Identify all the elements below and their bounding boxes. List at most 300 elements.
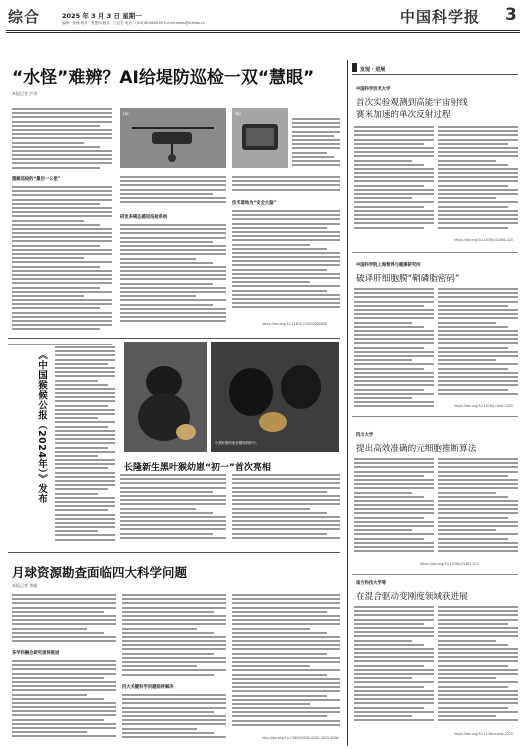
body-text-line	[122, 611, 214, 613]
body-text-line	[120, 232, 226, 234]
body-text-line	[438, 380, 518, 382]
body-text-line	[438, 673, 518, 675]
body-text-line	[12, 224, 100, 226]
body-text-line	[12, 278, 112, 280]
body-text-line	[55, 467, 108, 469]
body-text-line	[354, 218, 434, 220]
body-text-line	[122, 619, 226, 621]
body-text-line	[120, 258, 196, 260]
body-text-line	[120, 193, 213, 195]
body-text-line	[354, 317, 434, 319]
body-text-line	[438, 389, 508, 391]
body-text-line	[292, 126, 340, 128]
body-text-line	[12, 158, 112, 160]
body-text-line	[55, 530, 98, 532]
body-text-line	[120, 201, 226, 203]
body-text-line	[438, 533, 518, 535]
body-text-line	[354, 677, 412, 679]
body-text-line	[438, 301, 518, 303]
body-text-line	[438, 711, 518, 713]
body-text-line	[438, 550, 518, 552]
body-text-line	[438, 206, 508, 208]
moon-text-col1a	[12, 594, 116, 646]
body-text-line	[55, 417, 98, 419]
body-text-line	[354, 143, 424, 145]
body-text-line	[354, 475, 424, 477]
body-text-line	[354, 487, 434, 489]
body-text-line	[232, 499, 340, 501]
editorial-meta: 编辑：张楠 校对：张思玮 版式：王志宏 电话：(010)62580616 E-mail:news@stimes.cn	[62, 21, 206, 25]
body-text-line	[354, 483, 434, 485]
body-text-line	[438, 288, 518, 290]
body-text-line	[122, 723, 226, 725]
body-text-line	[12, 167, 100, 169]
body-text-line	[12, 154, 112, 156]
body-text-line	[122, 711, 214, 713]
body-text-line	[354, 462, 434, 464]
moon-text-col1b	[12, 660, 116, 742]
body-text-line	[354, 521, 434, 523]
body-text-line	[438, 317, 518, 319]
body-text-line	[12, 702, 116, 704]
body-text-line	[232, 478, 340, 480]
body-text-line	[354, 508, 434, 510]
body-text-line	[354, 368, 424, 370]
body-text-line	[55, 426, 108, 428]
body-text-line	[354, 546, 434, 548]
body-text-line	[354, 401, 434, 403]
sidebar-item-1-title-line1: 首次实验观测到高能宇宙射线	[356, 98, 468, 108]
body-text-line	[354, 606, 434, 608]
body-text-line	[12, 215, 112, 217]
body-text-line	[354, 130, 434, 132]
body-text-line	[354, 648, 434, 650]
body-text-line	[55, 455, 98, 457]
body-text-line	[232, 235, 340, 237]
body-text-line	[120, 533, 213, 535]
body-text-line	[232, 661, 340, 663]
body-text-line	[12, 623, 116, 625]
body-text-line	[232, 306, 340, 308]
body-text-line	[232, 227, 327, 229]
body-text-line	[354, 210, 434, 212]
moon-headline: 月球资源勘查面临四大科学问题	[12, 565, 188, 580]
body-text-line	[232, 607, 340, 609]
body-text-line	[232, 264, 340, 266]
body-text-line	[12, 664, 116, 666]
body-text-line	[55, 405, 108, 407]
body-text-line	[120, 508, 196, 510]
body-text-line	[55, 421, 115, 423]
body-text-line	[12, 274, 112, 276]
sidebar-item-1-doi: https://doi.org/10.1038/s41586-025	[454, 238, 513, 242]
body-text-line	[354, 301, 434, 303]
body-text-line	[12, 249, 112, 251]
body-text-line	[120, 304, 213, 306]
body-text-line	[55, 396, 115, 398]
body-text-line	[438, 368, 508, 370]
body-text-line	[438, 529, 496, 531]
section-rule-2	[8, 552, 340, 553]
body-text-line	[438, 134, 518, 136]
body-text-line	[120, 482, 226, 484]
body-text-line	[120, 524, 226, 526]
body-text-line	[122, 644, 226, 646]
body-text-line	[438, 143, 508, 145]
body-text-line	[438, 614, 518, 616]
body-text-line	[438, 483, 518, 485]
body-text-line	[122, 732, 214, 734]
body-text-line	[120, 295, 196, 297]
body-text-line	[354, 309, 434, 311]
drone-photo	[120, 108, 226, 168]
body-text-line	[120, 291, 226, 293]
body-text-line	[232, 657, 340, 659]
body-text-line	[232, 623, 340, 625]
main-text-col1b	[12, 186, 112, 334]
body-text-line	[292, 122, 340, 124]
body-text-line	[232, 632, 327, 634]
body-text-line	[120, 491, 213, 493]
body-text-line	[12, 261, 112, 263]
body-text-line	[120, 184, 226, 186]
body-text-line	[55, 472, 115, 474]
body-text-line	[438, 665, 508, 667]
body-text-line	[438, 130, 518, 132]
body-text-line	[438, 164, 508, 166]
body-text-line	[12, 312, 112, 314]
body-text-line	[122, 674, 214, 676]
body-text-line	[354, 500, 434, 502]
body-text-line	[120, 320, 226, 322]
body-text-line	[232, 611, 327, 613]
body-text-line	[438, 126, 518, 128]
body-text-line	[438, 458, 518, 460]
body-text-line	[354, 610, 434, 612]
body-text-line	[12, 731, 87, 733]
moon-text-col3	[232, 594, 340, 732]
body-text-line	[12, 112, 112, 114]
body-text-line	[55, 484, 115, 486]
body-text-line	[354, 355, 434, 357]
body-text-line	[12, 220, 84, 222]
body-text-line	[12, 615, 116, 617]
body-text-line	[120, 287, 226, 289]
monkey-photo-2	[211, 342, 339, 452]
monkey-photo-1	[124, 342, 207, 452]
body-text-line	[122, 669, 226, 671]
body-text-line	[232, 520, 340, 522]
body-text-line	[12, 162, 112, 164]
body-text-line	[438, 656, 518, 658]
body-text-line	[12, 706, 116, 708]
body-text-line	[12, 287, 100, 289]
body-text-line	[12, 266, 100, 268]
body-text-line	[55, 514, 115, 516]
body-text-line	[354, 313, 434, 315]
body-text-line	[354, 206, 424, 208]
body-text-line	[438, 296, 518, 298]
body-text-line	[232, 690, 340, 692]
body-text-line	[120, 237, 226, 239]
sidebar-item-2-category: 中国科学院上海营养与健康研究所	[356, 263, 421, 268]
moon-byline: 本报记者 李媛	[12, 583, 38, 588]
body-text-line	[232, 711, 340, 713]
body-text-line	[120, 176, 226, 178]
body-text-line	[438, 606, 518, 608]
sidebar-item-2-doi: https://doi.org/10.1016/j.cmet.2025	[454, 404, 513, 408]
body-text-line	[120, 495, 226, 497]
body-text-line	[12, 316, 112, 318]
body-text-line	[438, 309, 518, 311]
body-text-line	[122, 698, 226, 700]
sidebar-item-4-doi: https://doi.org/10.1126/sciadv.2025	[454, 732, 513, 736]
sidebar-divider-3	[352, 574, 518, 575]
main-text-col3a	[232, 176, 340, 196]
body-text-line	[232, 537, 340, 539]
body-text-line	[438, 462, 518, 464]
body-text-line	[354, 517, 424, 519]
body-text-line	[438, 669, 518, 671]
body-text-line	[120, 270, 226, 272]
body-text-line	[55, 375, 115, 377]
photo-caption-block	[292, 118, 340, 170]
body-text-line	[232, 703, 310, 705]
body-text-line	[55, 539, 115, 541]
body-text-line	[12, 137, 112, 139]
sidebar-item-2-text-col2	[438, 288, 518, 398]
body-text-line	[354, 496, 424, 498]
body-text-line	[438, 694, 518, 696]
body-text-line	[55, 413, 115, 415]
body-text-line	[55, 430, 115, 432]
body-text-line	[120, 503, 226, 505]
sidebar-item-3-category: 四川大学	[356, 433, 374, 438]
body-text-line	[438, 487, 518, 489]
body-text-line	[122, 628, 197, 630]
body-text-line	[122, 602, 226, 604]
body-text-line	[12, 116, 112, 118]
body-text-line	[232, 290, 327, 292]
body-text-line	[12, 668, 116, 670]
body-text-line	[354, 330, 434, 332]
body-text-line	[438, 393, 518, 395]
body-text-line	[55, 447, 108, 449]
masthead-logo: 中国科学报	[400, 8, 481, 26]
body-text-line	[12, 628, 87, 630]
sidebar-item-1-text-col2	[438, 126, 518, 234]
body-text-line	[12, 121, 112, 123]
body-text-line	[12, 660, 116, 662]
body-text-line	[232, 594, 340, 596]
body-text-line	[354, 635, 434, 637]
body-text-line	[232, 482, 340, 484]
body-text-line	[354, 665, 424, 667]
body-text-line	[438, 155, 518, 157]
body-text-line	[55, 518, 115, 520]
body-text-line	[232, 491, 327, 493]
body-text-line	[232, 252, 340, 254]
body-text-line	[232, 223, 340, 225]
body-text-line	[438, 623, 508, 625]
body-text-line	[55, 400, 115, 402]
body-text-line	[438, 627, 518, 629]
body-text-line	[232, 210, 340, 212]
body-text-line	[12, 602, 116, 604]
body-text-line	[12, 253, 112, 255]
body-text-line	[354, 627, 434, 629]
body-text-line	[354, 690, 434, 692]
body-text-line	[55, 388, 115, 390]
body-text-line	[354, 656, 434, 658]
body-text-line	[232, 256, 340, 258]
body-text-line	[232, 281, 310, 283]
vertical-box-top	[8, 344, 112, 345]
body-text-line	[354, 393, 434, 395]
body-text-line	[354, 126, 434, 128]
body-text-line	[438, 222, 518, 224]
body-text-line	[232, 695, 327, 697]
body-text-line	[438, 521, 518, 523]
sidebar-item-2-title: 破译肝细胞膜“鞘磷脂密码”	[356, 274, 460, 284]
body-text-line	[354, 542, 434, 544]
body-text-line	[354, 694, 434, 696]
body-text-line	[438, 715, 496, 717]
body-text-line	[438, 147, 518, 149]
body-text-line	[12, 673, 116, 675]
body-text-line	[354, 698, 434, 700]
body-text-line	[12, 190, 112, 192]
body-text-line	[438, 372, 518, 374]
body-text-line	[438, 292, 518, 294]
body-text-line	[438, 686, 508, 688]
body-text-line	[354, 380, 434, 382]
body-text-line	[232, 640, 340, 642]
body-text-line	[122, 653, 214, 655]
body-text-line	[232, 277, 340, 279]
body-text-line	[120, 180, 226, 182]
body-text-line	[232, 516, 340, 518]
body-text-line	[438, 677, 496, 679]
body-text-line	[438, 227, 508, 229]
body-text-line	[438, 334, 518, 336]
monkey-illustration-1	[124, 342, 207, 452]
main-subhead-3: 技术落地为“安全大脑”	[232, 201, 277, 206]
body-text-line	[122, 657, 226, 659]
body-text-line	[354, 479, 434, 481]
body-text-line	[232, 524, 340, 526]
body-text-line	[232, 184, 340, 186]
header-rule	[6, 30, 520, 31]
body-text-line	[354, 711, 434, 713]
body-text-line	[354, 322, 412, 324]
sidebar-item-3-title: 提出高效准确的元细胞推断算法	[356, 444, 477, 454]
body-text-line	[55, 367, 115, 369]
body-text-line	[120, 499, 226, 501]
body-text-line	[55, 451, 115, 453]
body-text-line	[55, 346, 115, 348]
body-text-line	[232, 487, 340, 489]
drone-illustration	[120, 108, 226, 168]
body-text-line	[122, 623, 226, 625]
sidebar-item-2-text-col1	[354, 288, 434, 410]
body-text-line	[292, 160, 340, 162]
body-text-line	[438, 471, 518, 473]
body-text-line	[438, 517, 508, 519]
body-text-line	[438, 648, 518, 650]
body-text-line	[55, 522, 115, 524]
body-text-line	[232, 724, 340, 726]
body-text-line	[122, 694, 226, 696]
body-text-line	[438, 635, 518, 637]
body-text-line	[354, 292, 434, 294]
body-text-line	[354, 376, 434, 378]
body-text-line	[120, 224, 226, 226]
body-text-line	[232, 269, 327, 271]
body-text-line	[438, 193, 518, 195]
body-text-line	[122, 640, 226, 642]
sidebar-item-1-title-line2: 赛米加速的单次反射过程	[356, 110, 451, 120]
body-text-line	[438, 189, 518, 191]
body-text-line	[438, 338, 518, 340]
body-text-line	[12, 328, 100, 330]
body-text-line	[354, 334, 434, 336]
body-text-line	[232, 707, 340, 709]
body-text-line	[292, 147, 340, 149]
body-text-line	[354, 538, 424, 540]
body-text-line	[12, 619, 116, 621]
body-text-line	[438, 660, 518, 662]
body-text-line	[232, 602, 340, 604]
sidebar-item-4-text-col2	[438, 606, 518, 726]
body-text-line	[438, 707, 508, 709]
body-text-line	[438, 180, 518, 182]
body-text-line	[12, 291, 112, 293]
body-text-line	[354, 351, 434, 353]
body-text-line	[438, 351, 518, 353]
body-text-line	[55, 526, 115, 528]
body-text-line	[354, 214, 434, 216]
body-text-line	[438, 355, 518, 357]
body-text-line	[12, 194, 112, 196]
body-text-line	[232, 218, 340, 220]
body-text-line	[55, 409, 115, 411]
body-text-line	[12, 257, 84, 259]
body-text-line	[55, 505, 115, 507]
controller-illustration	[232, 108, 288, 168]
body-text-line	[354, 342, 434, 344]
body-text-line	[122, 648, 226, 650]
body-text-line	[354, 172, 434, 174]
body-text-line	[232, 512, 327, 514]
body-text-line	[438, 644, 508, 646]
body-text-line	[438, 172, 518, 174]
body-text-line	[354, 347, 424, 349]
body-text-line	[438, 185, 508, 187]
body-text-line	[55, 463, 115, 465]
body-text-line	[120, 528, 226, 530]
body-text-line	[232, 298, 340, 300]
body-text-line	[354, 504, 434, 506]
body-text-line	[232, 699, 340, 701]
body-text-line	[438, 201, 518, 203]
body-text-line	[438, 698, 518, 700]
body-text-line	[12, 607, 116, 609]
column-divider	[347, 60, 348, 746]
body-text-line	[12, 636, 116, 638]
body-text-line	[438, 610, 518, 612]
body-text-line	[232, 665, 310, 667]
